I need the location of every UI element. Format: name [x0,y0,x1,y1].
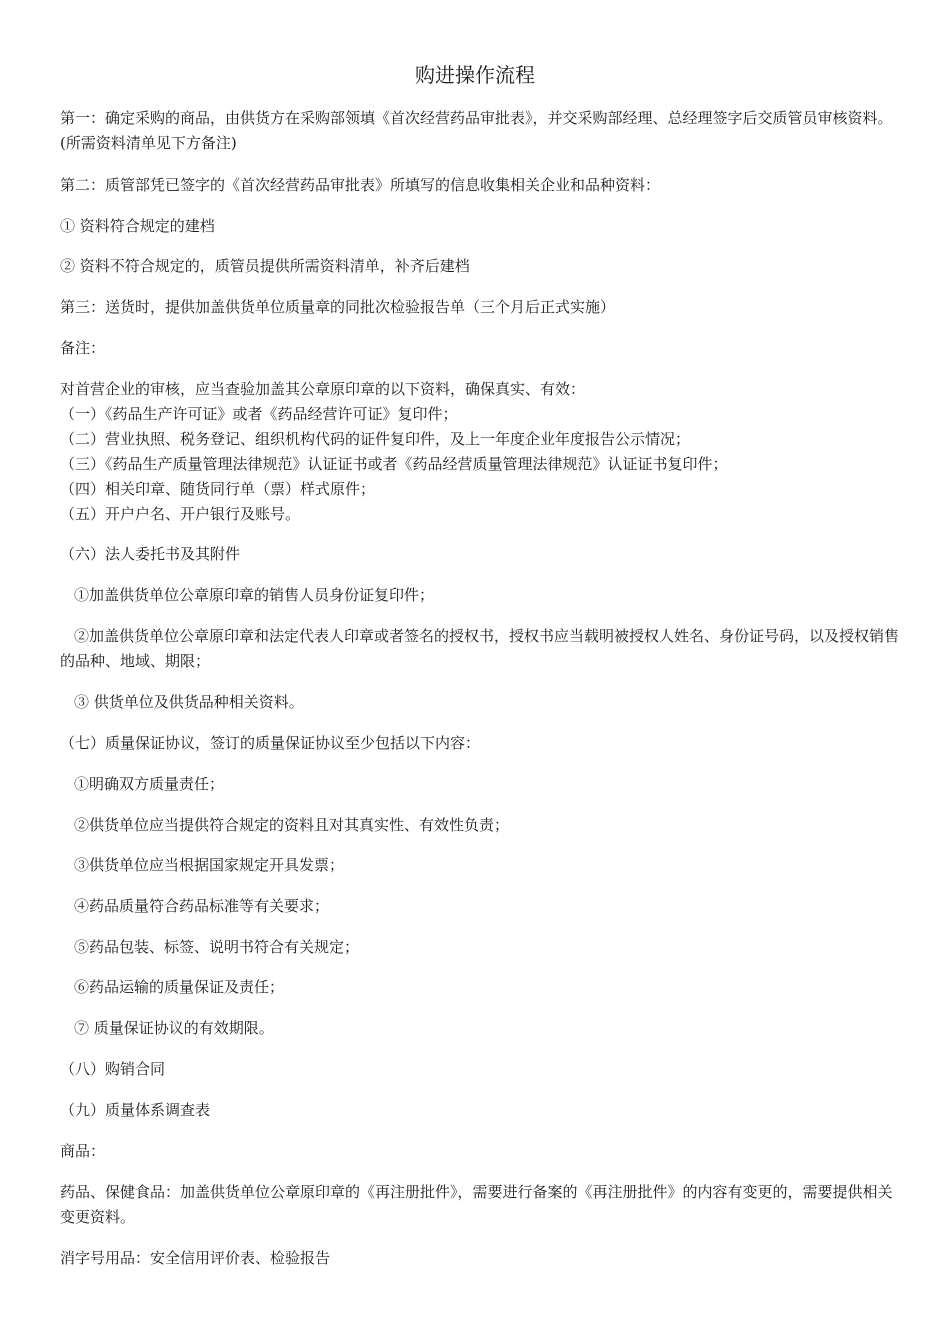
item-6-sub-1: ①加盖供货单位公章原印章的销售人员身份证复印件； [74,586,435,604]
notes-item-4: （四）相关印章、随货同行单（票）样式原件； [60,480,376,498]
notes-item-3: （三）《药品生产质量管理法律规范》认证证书或者《药品经营质量管理法律规范》认证证书复印件； [60,455,728,473]
item-7-sub-7: ⑦ 质量保证协议的有效期限。 [74,1019,274,1037]
notes-item-6: （六）法人委托书及其附件 [60,545,241,563]
item-7-sub-3: ③供货单位应当根据国家规定开具发票； [74,856,345,874]
notes-item-7: （七）质量保证协议，签订的质量保证协议至少包括以下内容： [60,734,481,752]
step-1: 第一：确定采购的商品，由供货方在采购部领填《首次经营药品审批表》，并交采购部经理、总经理签字后交质管员审核资料。(所需资料清单见下方备注) [60,109,893,152]
notes-item-8: （八）购销合同 [60,1060,166,1078]
item-7-sub-2: ②供货单位应当提供符合规定的资料且对其真实性、有效性负责； [74,816,510,834]
item-6-sub-3: ③ 供货单位及供货品种相关资料。 [74,693,304,711]
step-3: 第三：送货时，提供加盖供货单位质量章的同批次检验报告单（三个月后正式实施） [60,298,616,316]
item-7-sub-6: ⑥药品运输的质量保证及责任； [74,978,285,996]
step-2: 第二：质管部凭已签字的《首次经营药品审批表》所填写的信息收集相关企业和品种资料： [60,176,661,194]
item-7-sub-4: ④药品质量符合药品标准等有关要求； [74,897,330,915]
step-2-option-b: ② 资料不符合规定的，质管员提供所需资料清单，补齐后建档 [60,257,470,275]
notes-item-5: （五）开户户名、开户银行及账号。 [60,505,301,523]
goods-heading: 商品： [60,1142,106,1160]
item-6-sub-2: ②加盖供货单位公章原印章和法定代表人印章或者签名的授权书，授权书应当载明被授权人姓名、身份证号码，以及授权销售的品种、地域、期限； [60,627,900,670]
item-7-sub-1: ①明确双方质量责任； [74,775,225,793]
step-2-option-a: ① 资料符合规定的建档 [60,217,215,235]
notes-item-9: （九）质量体系调查表 [60,1101,211,1119]
notes-item-1: （一）《药品生产许可证》或者《药品经营许可证》复印件； [60,405,458,423]
notes-heading: 备注： [60,339,106,357]
notes-intro: 对首营企业的审核，应当查验加盖其公章原印章的以下资料，确保真实、有效： [60,380,586,398]
notes-item-2: （二）营业执照、税务登记、组织机构代码的证件复印件，及上一年度企业年度报告公示情况； [60,430,691,448]
goods-disinfect: 消字号用品：安全信用评价表、检验报告 [60,1249,331,1267]
goods-drugs: 药品、保健食品：加盖供货单位公章原印章的《再注册批件》，需要进行备案的《再注册批件》的内容有变更的，需要提供相关变更资料。 [60,1183,893,1226]
page-title: 购进操作流程 [415,63,535,87]
item-7-sub-5: ⑤药品包装、标签、说明书符合有关规定； [74,938,360,956]
